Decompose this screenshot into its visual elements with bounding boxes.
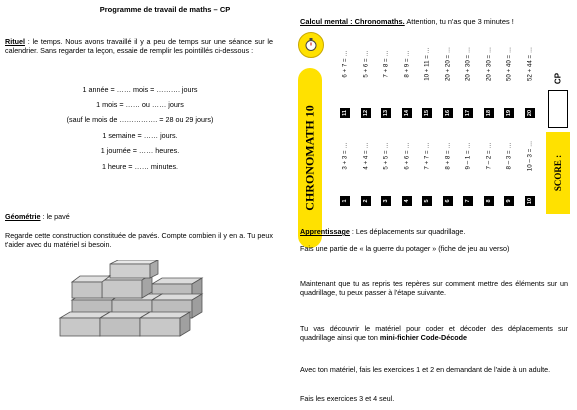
- score-band: [546, 132, 570, 214]
- score-zone: [546, 68, 570, 218]
- chronomath-number: [422, 196, 432, 206]
- rituel-heading: Rituel: [5, 37, 25, 46]
- chronomath-number: [361, 196, 371, 206]
- chronomath-expression: 3 + 3 = …: [341, 142, 349, 170]
- page-title: Programme de travail de maths – CP: [99, 5, 231, 14]
- chronomath-number-label: 5: [424, 199, 430, 203]
- apprentissage-p2: Maintenant que tu as repris tes repères sur comment mettre des éléments sur un quadrillage, tu peux passer à l'étape suivante.: [300, 279, 568, 297]
- chronomath-expression: 10 + 11 = …: [423, 47, 431, 81]
- apprentissage-p3: [300, 325, 568, 343]
- chronomath-expression: 10 – 3 = …: [526, 140, 533, 172]
- chronomath-number-label: 4: [403, 199, 410, 203]
- chronomath-expression: 6 + 7 = …: [341, 50, 349, 78]
- rituel-line-5: 1 journée = …… heures.: [100, 146, 180, 155]
- chronomath-number: [484, 196, 494, 206]
- chronomath-number: [340, 108, 350, 118]
- chronomath-number-label: 6: [444, 199, 451, 203]
- stopwatch-badge: [298, 32, 324, 58]
- chronomath-number: [525, 108, 535, 118]
- chronomath-expression: 8 + 8 = …: [444, 142, 451, 170]
- geometrie-title: [5, 213, 273, 222]
- chronomath-number: [463, 196, 473, 206]
- apprentissage-p3-text: Tu vas découvrir le matériel pour coder et décoder des déplacements sur quadrillage ainsi que ton: [300, 324, 568, 342]
- chronomath-expression: 20 + 30 = …: [485, 46, 492, 82]
- geometrie-text: Regarde cette construction constituée de pavés. Compte combien il y en a. Tu peux t'aider avec du matériel si besoin.: [5, 231, 273, 249]
- mini-fichier-label: mini-fichier Code-Décode: [379, 332, 467, 342]
- chronomath-number: [504, 108, 514, 118]
- chronomath-number: [443, 196, 453, 206]
- apprentissage-heading: Apprentissage: [300, 227, 350, 236]
- chronomath-number-label: 8: [485, 199, 492, 203]
- rituel-line-2: 1 mois = …… ou …… jours: [96, 100, 184, 109]
- stopwatch-icon: [305, 38, 317, 51]
- chronomath-number-label: 3: [383, 199, 389, 203]
- chronomath-expression: 5 + 5 = …: [382, 142, 390, 170]
- chronomath-number: [402, 108, 412, 118]
- chronomath-number: [381, 196, 391, 206]
- chronomath-number-label: 12: [362, 109, 369, 117]
- apprentissage-intro: : Les déplacements sur quadrillage.: [349, 227, 466, 236]
- chronomath-number-label: 7: [465, 199, 471, 203]
- chronomath-band: [298, 68, 322, 248]
- chronomath-expression: 52 + 44 = …: [526, 46, 533, 82]
- rituel-paragraph: [5, 38, 273, 56]
- chronomath-expression: 6 + 6 = …: [403, 142, 410, 170]
- apprentissage-p5: Fais les exercices 3 et 4 seul.: [300, 394, 395, 403]
- calcul-title: [300, 18, 572, 27]
- chronomath-number-label: 10: [526, 197, 533, 205]
- chronomath-number-label: 17: [465, 109, 471, 117]
- chronomath-number: [525, 196, 535, 206]
- chronomath-number-label: 9: [506, 199, 512, 203]
- chronomath-expression: 20 + 30 = …: [464, 46, 472, 82]
- calcul-heading: Calcul mental : Chronomaths.: [300, 17, 405, 26]
- geometrie-subtitle: : le pavé: [40, 212, 70, 221]
- chronomath-number-label: 11: [342, 110, 348, 116]
- rituel-line-4: 1 semaine = …… jours.: [102, 131, 178, 140]
- chronomath-label: CHRONOMATH 10: [302, 105, 317, 211]
- blocks-illustration: [52, 260, 222, 350]
- chronomath-number: [463, 108, 473, 118]
- chronomath-expression: 8 – 3 = …: [505, 142, 513, 170]
- chronomath-number-label: 14: [403, 109, 410, 117]
- chronomath-number-label: 1: [342, 199, 348, 203]
- chronomath-number: [402, 196, 412, 206]
- rituel-line-1: 1 année = …… mois = ………. jours: [82, 85, 198, 94]
- chronomath-number-label: 13: [383, 109, 389, 117]
- chronomath-expression: 7 + 7 = …: [423, 142, 431, 170]
- chronomath-number: [340, 196, 350, 206]
- score-input[interactable]: [548, 90, 568, 128]
- chronomath-number: [484, 108, 494, 118]
- rituel-line-3: (sauf le mois de ……………. = 28 ou 29 jours): [66, 115, 214, 124]
- chronomath-number-label: 18: [485, 109, 492, 117]
- chronomath-expression: 9 – 1 = …: [464, 142, 472, 170]
- calcul-text: Attention, tu n'as que 3 minutes !: [404, 17, 514, 26]
- chronomath-number-label: 20: [526, 109, 533, 117]
- chronomath-number-label: 2: [362, 199, 369, 203]
- chronomath-number-label: 16: [444, 109, 451, 117]
- chronomath-expression: 20 + 20 = …: [444, 46, 451, 82]
- chronomath-number: [361, 108, 371, 118]
- chronomath-expression: 7 – 2 = …: [485, 142, 492, 170]
- cp-label: CP: [553, 72, 563, 85]
- chronomath-expression: 4 + 4 = …: [362, 142, 369, 170]
- geometrie-heading: Géométrie: [5, 212, 41, 221]
- chronomath-number: [443, 108, 453, 118]
- chronomath-expression: 7 + 8 = …: [382, 50, 390, 78]
- chronomath-number: [422, 108, 432, 118]
- apprentissage-p4: Avec ton matériel, fais les exercices 1 et 2 en demandant de l'aide à un adulte.: [300, 365, 551, 374]
- chronomath-expression: 5 + 6 = …: [362, 50, 369, 78]
- rituel-intro: : le temps. Nous avons travaillé il y a peu de temps sur une séance sur le calendrier. Sans regarder ta leçon, essaie de remplir les pointillés ci-dessous :: [5, 37, 273, 55]
- score-label: SCORE :: [553, 154, 563, 192]
- chronomath-card: [298, 32, 570, 218]
- chronomath-number-label: 15: [424, 109, 430, 117]
- apprentissage-title: [300, 228, 572, 237]
- rituel-line-6: 1 heure = …… minutes.: [101, 162, 179, 171]
- chronomath-expression: 8 + 9 = …: [403, 50, 410, 78]
- chronomath-number-label: 19: [506, 109, 512, 117]
- apprentissage-p1: Fais une partie de « la guerre du potager » (fiche de jeu au verso): [300, 244, 510, 253]
- chronomath-number: [504, 196, 514, 206]
- chronomath-expression: 50 + 40 = …: [505, 46, 513, 82]
- chronomath-number: [381, 108, 391, 118]
